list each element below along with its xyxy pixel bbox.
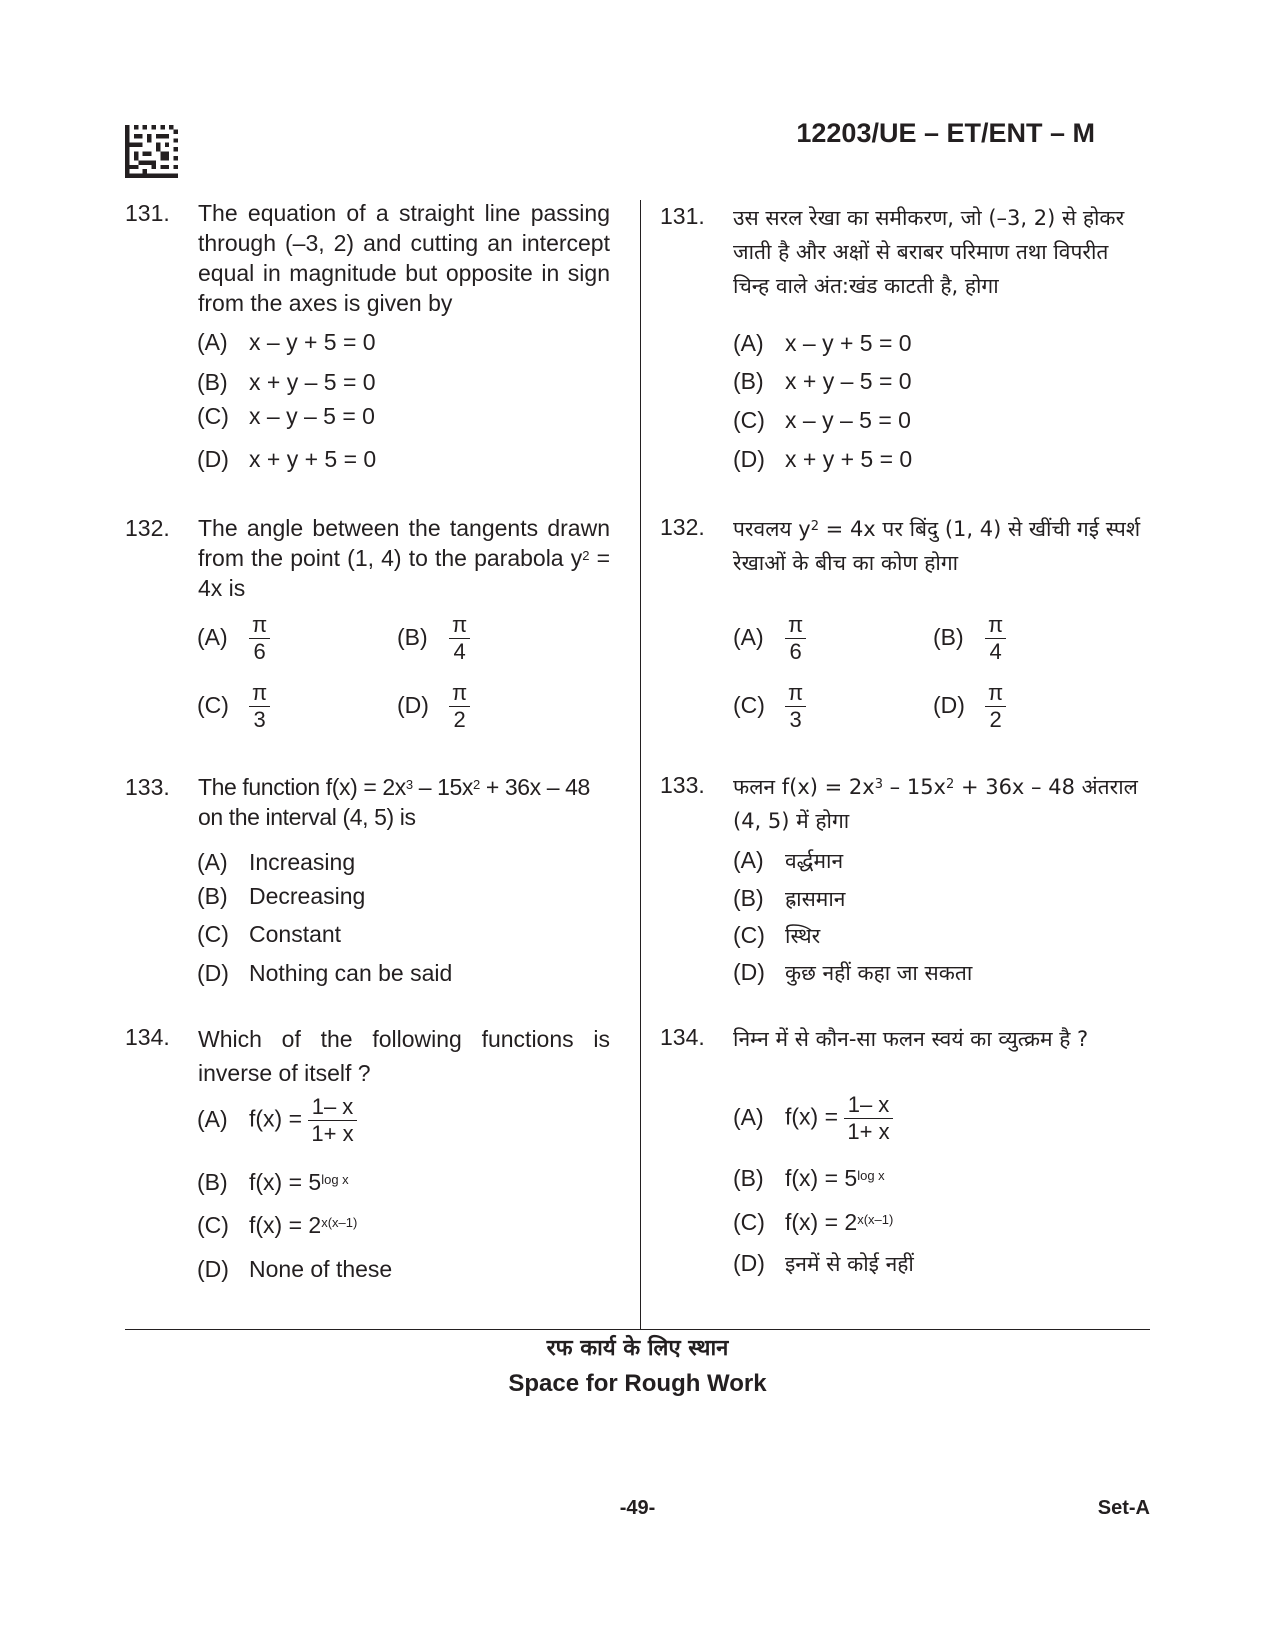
option-label: (B) [397, 623, 428, 650]
fraction: $\frac{\pi}{3}$ [249, 680, 270, 733]
question-stem: The equation of a straight line passing through (–3, 2) and cutting an intercept equal in magnitude but opposite in sign from the axes is given by [198, 200, 610, 316]
option-132-b-hi [933, 612, 1006, 665]
option-label: (A) [733, 1103, 764, 1130]
rough-work-divider [125, 1329, 1150, 1330]
option-text: स्थिर [785, 924, 821, 948]
option-label: (A) [197, 329, 228, 355]
question-stem: फलन $f(x) = 2x^3 - 15x^2 + 36x - 48$ अंतराल (4, 5) में होगा [733, 775, 1138, 833]
question-number: 134. [660, 1024, 705, 1050]
option-131-b-hi [733, 366, 912, 396]
option-label: (A) [197, 1105, 228, 1132]
option-134-c-en: (C) $f(x) = 2^{x(x-1)}$ [197, 1212, 358, 1238]
question-134-hi [660, 1022, 1150, 1062]
option-text: x + y + 5 = 0 [785, 446, 913, 472]
option-133-d-hi [733, 957, 972, 988]
option-131-b-en [197, 367, 376, 397]
fraction: $\frac{\pi}{6}$ [249, 612, 270, 665]
question-stem: The angle between the tangents drawn from the point (1, 4) to the parabola $y^2 = 4x$ is [198, 515, 610, 601]
option-132-c-hi [733, 680, 806, 733]
qr-code [125, 125, 178, 178]
fraction: $\frac{1- x}{1+ x}$ [308, 1094, 356, 1147]
option-132-d-hi [933, 680, 1006, 733]
option-text: कुछ नहीं कहा जा सकता [785, 961, 973, 985]
option-text: x – y + 5 = 0 [785, 330, 912, 356]
option-text: x – y + 5 = 0 [249, 329, 376, 355]
option-text: f(x) = 5 [785, 1165, 858, 1191]
option-134-d-hi [733, 1248, 914, 1279]
option-label: (B) [733, 1165, 764, 1191]
option-132-a-en [197, 612, 270, 665]
option-134-a-en [197, 1094, 357, 1147]
question-133-en [125, 772, 615, 837]
question-131-en [125, 198, 615, 318]
option-133-a-en [197, 847, 355, 877]
question-number: 131. [125, 200, 170, 226]
question-stem: Which of the following functions is inverse of itself ? [198, 1026, 610, 1086]
set-label: Set-A [1097, 1497, 1150, 1519]
fraction: $\frac{\pi}{3}$ [785, 680, 806, 733]
question-number: 132. [125, 515, 170, 541]
question-134-en [125, 1022, 615, 1092]
paper-code: 12203/UE – ET/ENT – M [796, 118, 1095, 148]
option-label: (A) [197, 623, 228, 650]
option-label: (B) [197, 1169, 228, 1195]
option-text: Increasing [249, 849, 356, 875]
option-133-b-hi [733, 883, 845, 914]
option-label: (C) [197, 921, 229, 947]
option-label: (C) [197, 1212, 229, 1238]
option-label: (B) [733, 368, 764, 394]
question-132-hi [660, 512, 1150, 587]
rough-work-label-hindi: रफ कार्य के लिए स्थान [546, 1336, 729, 1361]
option-label: (A) [197, 849, 228, 875]
option-label: (A) [733, 330, 764, 356]
option-134-a-hi [733, 1092, 893, 1145]
option-label: (A) [733, 623, 764, 650]
option-text: ह्रासमान [785, 887, 846, 911]
question-stem: परवलय $y^2 = 4x$ पर बिंदु (1, 4) से खींची गई स्पर्श रेखाओं के बीच का कोण होगा [733, 517, 1141, 575]
fraction: $\frac{\pi}{4}$ [985, 612, 1006, 665]
option-label: (C) [733, 407, 765, 433]
option-131-c-hi [733, 405, 911, 435]
option-131-d-hi [733, 444, 912, 474]
option-133-c-hi [733, 920, 820, 951]
option-132-b-en [397, 612, 470, 665]
option-label: (A) [733, 847, 764, 873]
question-stem: The function $f(x) = 2x^3 - 15x^2 + 36x - 48$ on the interval (4, 5) is [198, 774, 590, 830]
option-text: x – y – 5 = 0 [249, 403, 375, 429]
option-131-d-en [197, 444, 376, 474]
option-text: x + y + 5 = 0 [249, 446, 377, 472]
question-133-hi [660, 770, 1150, 845]
option-label: (D) [197, 446, 229, 472]
option-label: (C) [197, 403, 229, 429]
option-label: (B) [733, 885, 764, 911]
option-label: (C) [733, 691, 765, 718]
option-134-b-en: (B) $f(x) = 5^{log x}$ [197, 1169, 349, 1195]
option-label: (D) [733, 959, 765, 985]
question-stem: निम्न में से कौन-सा फलन स्वयं का व्युत्क्रम है ? [733, 1027, 1089, 1051]
option-133-d-en [197, 958, 452, 988]
option-133-a-hi [733, 845, 843, 876]
option-text: x + y – 5 = 0 [249, 369, 376, 395]
fraction: $\frac{\pi}{2}$ [449, 680, 470, 733]
option-131-a-en [197, 327, 376, 357]
option-134-b-hi: (B) $f(x) = 5^{log x}$ [733, 1165, 885, 1191]
option-131-a-hi [733, 328, 912, 358]
page-number: -49- [619, 1497, 656, 1519]
rough-work-label: Space for Rough Work [508, 1370, 767, 1397]
option-text: x + y – 5 = 0 [785, 368, 912, 394]
fraction: $\frac{\pi}{2}$ [985, 680, 1006, 733]
option-132-d-en [397, 680, 470, 733]
question-number: 131. [660, 203, 705, 229]
option-label: (D) [733, 446, 765, 472]
option-text: x – y – 5 = 0 [785, 407, 911, 433]
option-label: (D) [197, 960, 229, 986]
fraction: $\frac{\pi}{6}$ [785, 612, 806, 665]
option-134-c-hi: (C) $f(x) = 2^{x(x-1)}$ [733, 1209, 894, 1235]
option-133-c-en [197, 919, 341, 949]
option-label: (D) [197, 1256, 229, 1282]
option-text: Decreasing [249, 883, 366, 909]
option-label: (B) [197, 369, 228, 395]
option-label: (D) [397, 691, 429, 718]
option-label: (C) [733, 1209, 765, 1235]
option-label: (D) [733, 1250, 765, 1276]
option-label: (D) [933, 691, 965, 718]
option-text: Nothing can be said [249, 960, 453, 986]
option-text: वर्द्धमान [785, 849, 844, 873]
option-132-a-hi [733, 612, 806, 665]
option-label: (C) [197, 691, 229, 718]
option-text: None of these [249, 1256, 393, 1282]
option-131-c-en [197, 401, 375, 431]
option-label: (B) [933, 623, 964, 650]
question-number: 133. [125, 774, 170, 800]
option-label: (C) [733, 922, 765, 948]
question-number: 133. [660, 772, 705, 798]
question-stem: उस सरल रेखा का समीकरण, जो (–3, 2) से होकर जाती है और अक्षों से बराबर परिमाण तथा विपरीत चिन्ह वाले अंत:खंड काटती है, होगा [733, 206, 1125, 298]
option-text: f(x) = 5 [249, 1169, 322, 1195]
option-text: इनमें से कोई नहीं [785, 1252, 914, 1276]
option-label: (B) [197, 883, 228, 909]
question-number: 134. [125, 1024, 170, 1050]
column-divider [640, 200, 641, 1330]
option-132-c-en [197, 680, 270, 733]
option-133-b-en [197, 881, 365, 911]
question-132-en [125, 513, 615, 608]
option-text: f(x) = 2 [249, 1212, 322, 1238]
option-134-d-en [197, 1254, 392, 1284]
option-text: Constant [249, 921, 342, 947]
option-text: f(x) = [249, 1105, 303, 1132]
option-text: f(x) = [785, 1103, 839, 1130]
fraction: $\frac{\pi}{4}$ [449, 612, 470, 665]
question-number: 132. [660, 514, 705, 540]
option-text: f(x) = 2 [785, 1209, 858, 1235]
fraction: $\frac{1- x}{1+ x}$ [844, 1092, 892, 1145]
question-131-hi [660, 201, 1150, 311]
